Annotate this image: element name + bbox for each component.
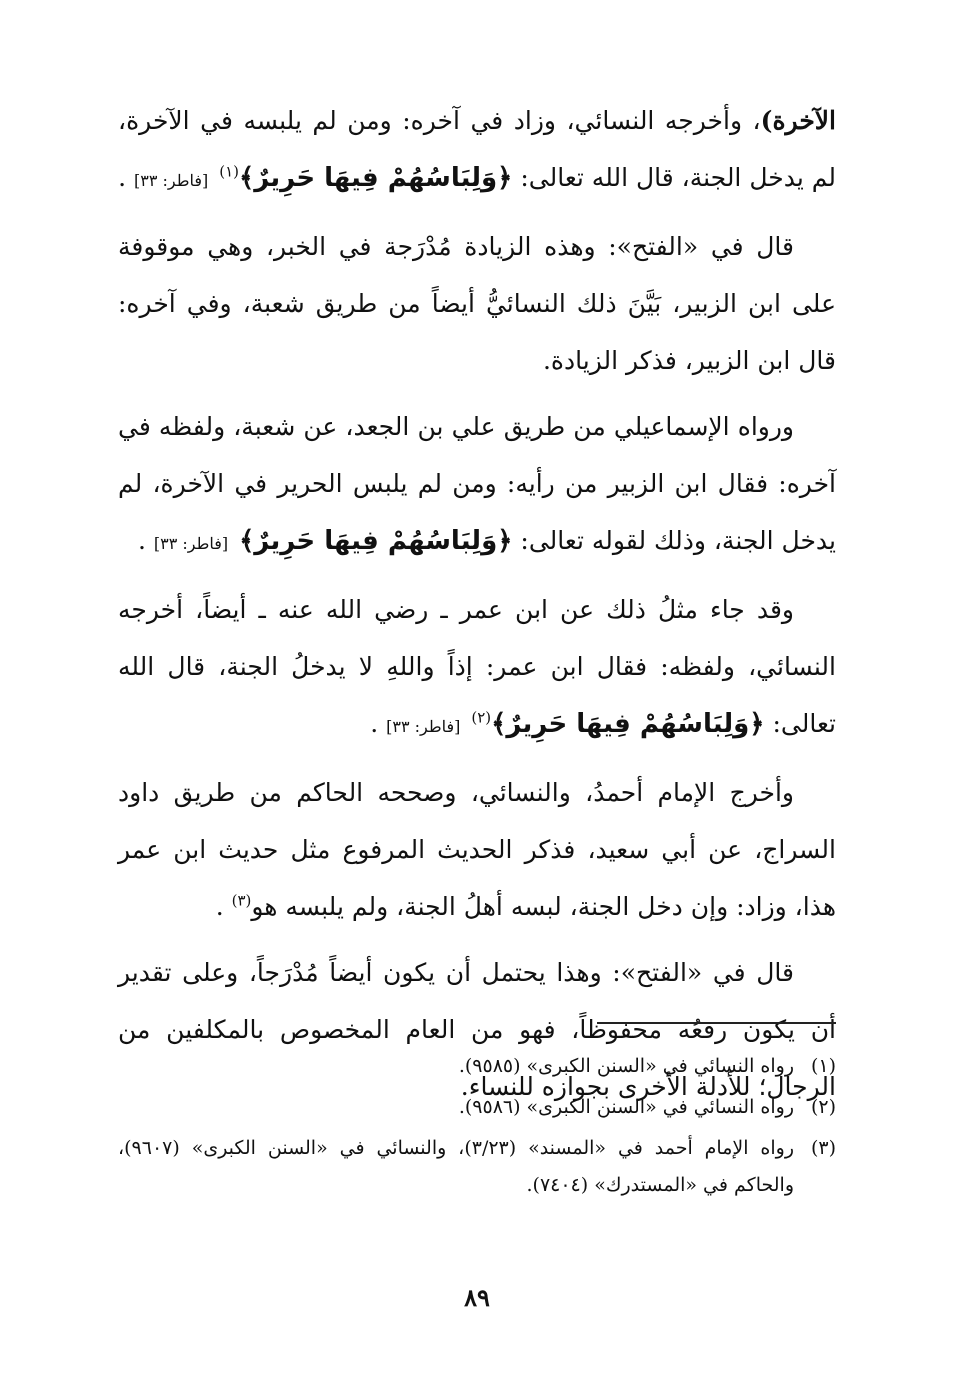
paragraph-1-lead: الآخرة): [760, 106, 836, 135]
verse-reference-2: [فاطر: ٣٣]: [153, 534, 229, 553]
paragraph-5-end: .: [215, 892, 232, 921]
quran-verse-2: ﴿وَلِبَاسُهُمْ فِيهَا حَرِيرٌ﴾: [239, 526, 513, 556]
footnote-number: (١): [810, 1055, 836, 1077]
footnote-3: [118, 1130, 836, 1204]
footnote-2: [118, 1089, 836, 1126]
footnote-marker-3: (٣): [231, 891, 252, 910]
footnote-number: (٢): [810, 1096, 836, 1118]
page-number: ٨٩: [464, 1283, 490, 1312]
footnote-separator: [597, 1022, 836, 1024]
paragraph-3-text: ورواه الإسماعيلي من طريق علي بن الجعد، عن شعبة، ولفظه في آخره: فقال ابن الزبير من رأيه: ومن لم يلبس الحرير في الآخرة، لم يدخل الجنة، وذلك لقوله تعالى:: [118, 412, 836, 555]
footnote-number: (٣): [810, 1137, 836, 1159]
paragraph-6: قال في «الفتح»: وهذا يحتمل أن يكون أيضاً مُدْرَجاً، وعلى تقدير أن يكون رفعُه محفوظاً، فهو من العام المخصوص بالمكلفين من الرجال؛ للأدلة الأخرى بجوازه للنساء.: [118, 958, 836, 1101]
footnote-text: رواه النسائي في «السنن الكبرى» (٩٥٨٦).: [458, 1096, 794, 1118]
paragraph-5-text: وأخرج الإمام أحمدُ، والنسائي، وصححه الحاكم من طريق داود السراج، عن أبي سعيد، فذكر الحديث المرفوع مثل حديث ابن عمر هذا، وزاد: وإن دخل الجنة، لبسه أهلُ الجنة، ولم يلبسه هو: [118, 778, 836, 921]
verse-reference-3: [فاطر: ٣٣]: [386, 717, 461, 736]
footnote-text: رواه النسائي في «السنن الكبرى» (٩٥٨٥).: [458, 1055, 794, 1077]
paragraph-1-text: ، وأخرجه النسائي، وزاد في آخره: ومن لم يلبسه في الآخرة، لم يدخل الجنة، قال الله تعالى:: [118, 106, 836, 192]
paragraph-3: [118, 398, 836, 572]
footnote-marker-1: (١): [219, 162, 239, 181]
paragraph-4-end: .: [370, 709, 387, 738]
footnote-text: رواه الإمام أحمد في «المسند» (٣/٢٣)، والنسائي في «السنن الكبرى» (٩٦٠٧)، والحاكم في «المستدرك» (٧٤٠٤).: [118, 1137, 794, 1196]
paragraph-3-end: .: [137, 526, 154, 555]
quran-verse-3: ﴿وَلِبَاسُهُمْ فِيهَا حَرِيرٌ﴾: [491, 709, 765, 739]
paragraph-4: [118, 581, 836, 755]
footnote-1: [118, 1048, 836, 1085]
paragraph-5: [118, 764, 836, 935]
paragraph-1: [118, 92, 836, 209]
footnote-marker-2: (٢): [471, 708, 492, 727]
paragraph-1-end: .: [118, 163, 134, 192]
quran-verse-1: ﴿وَلِبَاسُهُمْ فِيهَا حَرِيرٌ﴾: [238, 163, 513, 193]
page-body: [118, 92, 836, 1124]
paragraph-4-text: وقد جاء مثلُ ذلك عن ابن عمر ـ رضي الله عنه ـ أيضاً، أخرجه النسائي، ولفظه: فقال ابن عمر: إذاً واللهِ لا يدخلُ الجنة، قال الله تعالى:: [118, 595, 836, 738]
footnotes: [118, 1048, 836, 1208]
verse-reference-1: [فاطر: ٣٣]: [134, 171, 209, 190]
paragraph-2: قال في «الفتح»: وهذه الزيادة مُدْرَجة في الخبر، وهي موقوفة على ابن الزبير، بَيَّنَ ذلك النسائيُّ أيضاً من طريق شعبة، وفي آخره: قال ابن الزبير، فذكر الزيادة.: [118, 232, 836, 375]
